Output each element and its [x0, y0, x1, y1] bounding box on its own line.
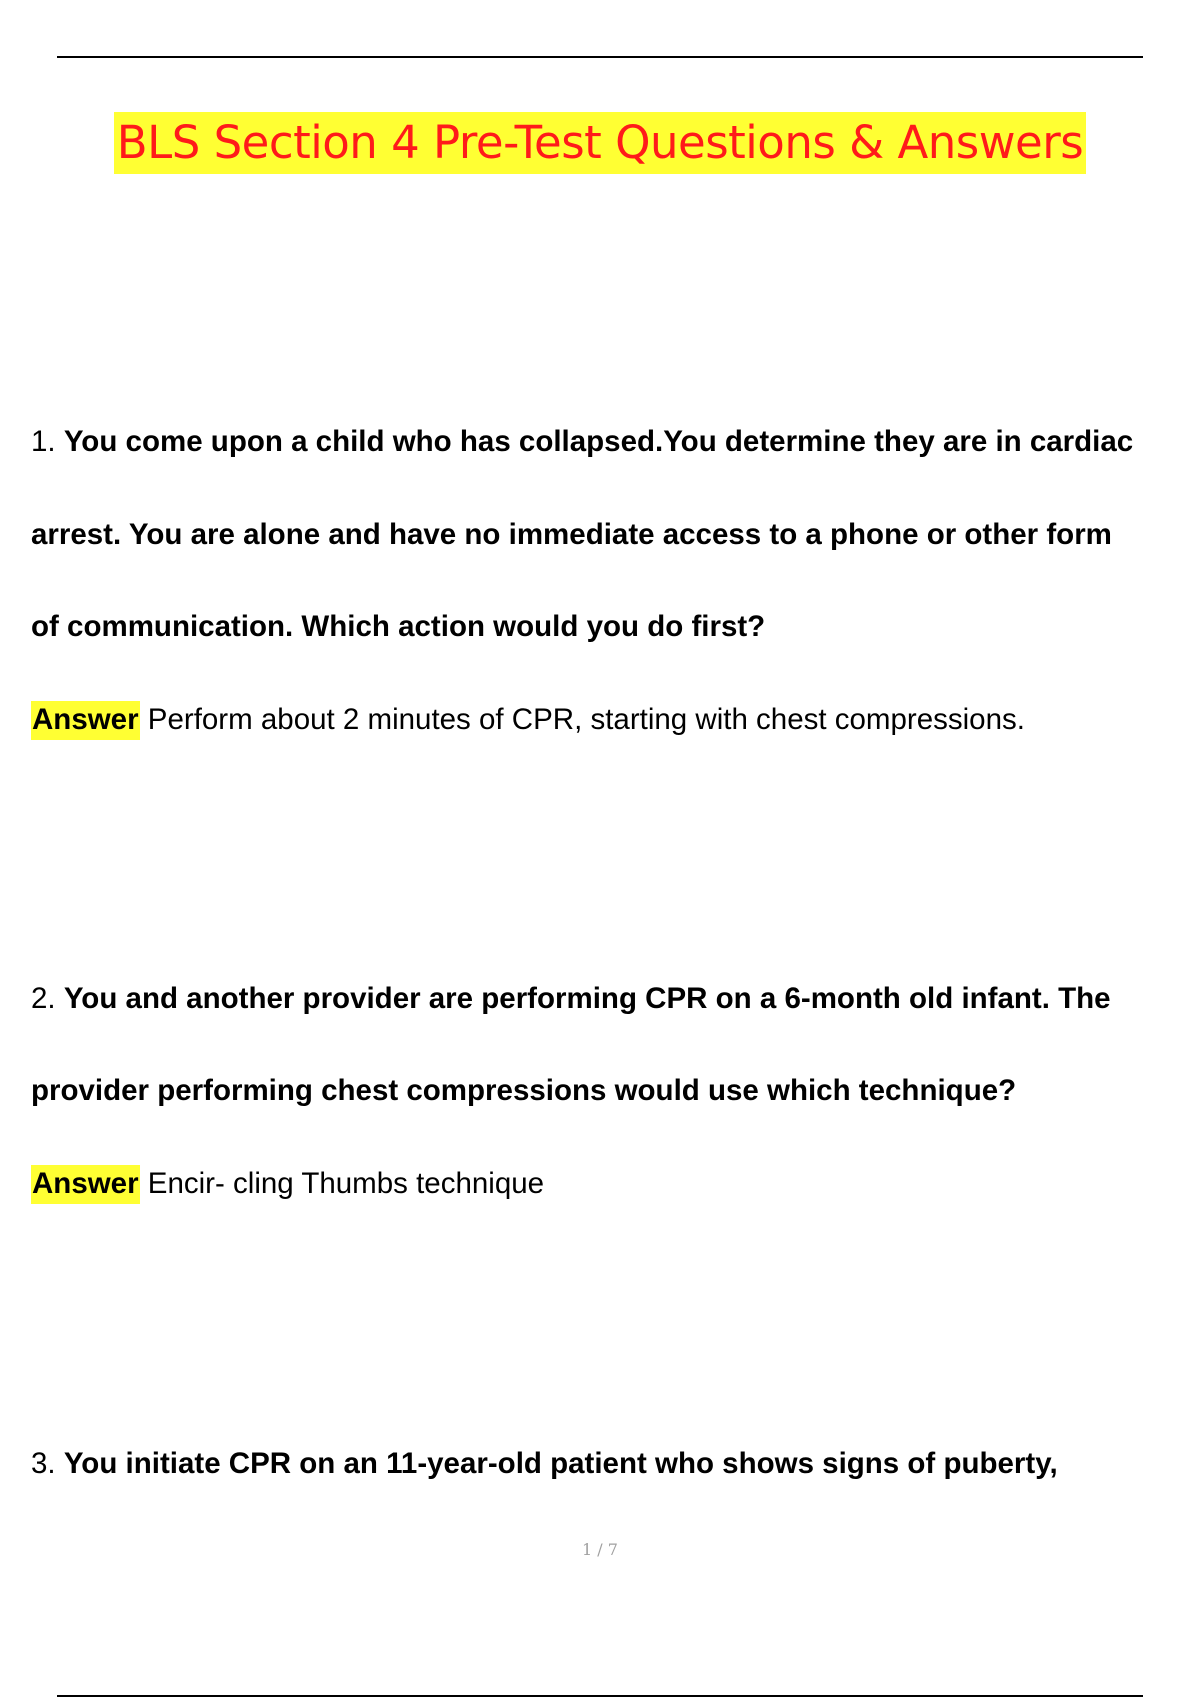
question-number: 1.	[31, 425, 56, 458]
page-number: 1 / 7	[582, 1540, 618, 1559]
answer-label: Answer	[31, 701, 140, 740]
question-2-line-2	[31, 1073, 1016, 1109]
document-title: BLS Section 4 Pre-Test Questions & Answers	[114, 112, 1086, 174]
answer-label: Answer	[31, 1165, 140, 1204]
question-1-line-1	[31, 424, 1133, 460]
question-3-line-1	[31, 1446, 1058, 1482]
question-text: You come upon a child who has collapsed.You determine they are in cardiac	[63, 425, 1134, 458]
answer-2	[31, 1166, 544, 1202]
question-text: You initiate CPR on an 11-year-old patient who shows signs of puberty,	[63, 1447, 1058, 1480]
question-text: of communication. Which action would you do first?	[31, 610, 766, 643]
answer-text: Encir- cling Thumbs technique	[147, 1167, 545, 1200]
answer-1	[31, 702, 1025, 738]
top-rule	[57, 56, 1143, 58]
question-2-line-1	[31, 981, 1111, 1017]
question-text: You and another provider are performing CPR on a 6-month old infant. The	[63, 982, 1111, 1015]
title-wrapper	[0, 112, 1200, 174]
bottom-rule	[57, 1695, 1143, 1697]
question-1-line-2	[31, 517, 1112, 553]
question-1-line-3	[31, 609, 765, 645]
question-text: provider performing chest compressions would use which technique?	[31, 1074, 1017, 1107]
question-number: 3.	[31, 1447, 56, 1480]
answer-text: Perform about 2 minutes of CPR, starting with chest compressions.	[147, 703, 1025, 736]
question-text: arrest. You are alone and have no immediate access to a phone or other form	[31, 518, 1112, 551]
question-number: 2.	[31, 982, 56, 1015]
